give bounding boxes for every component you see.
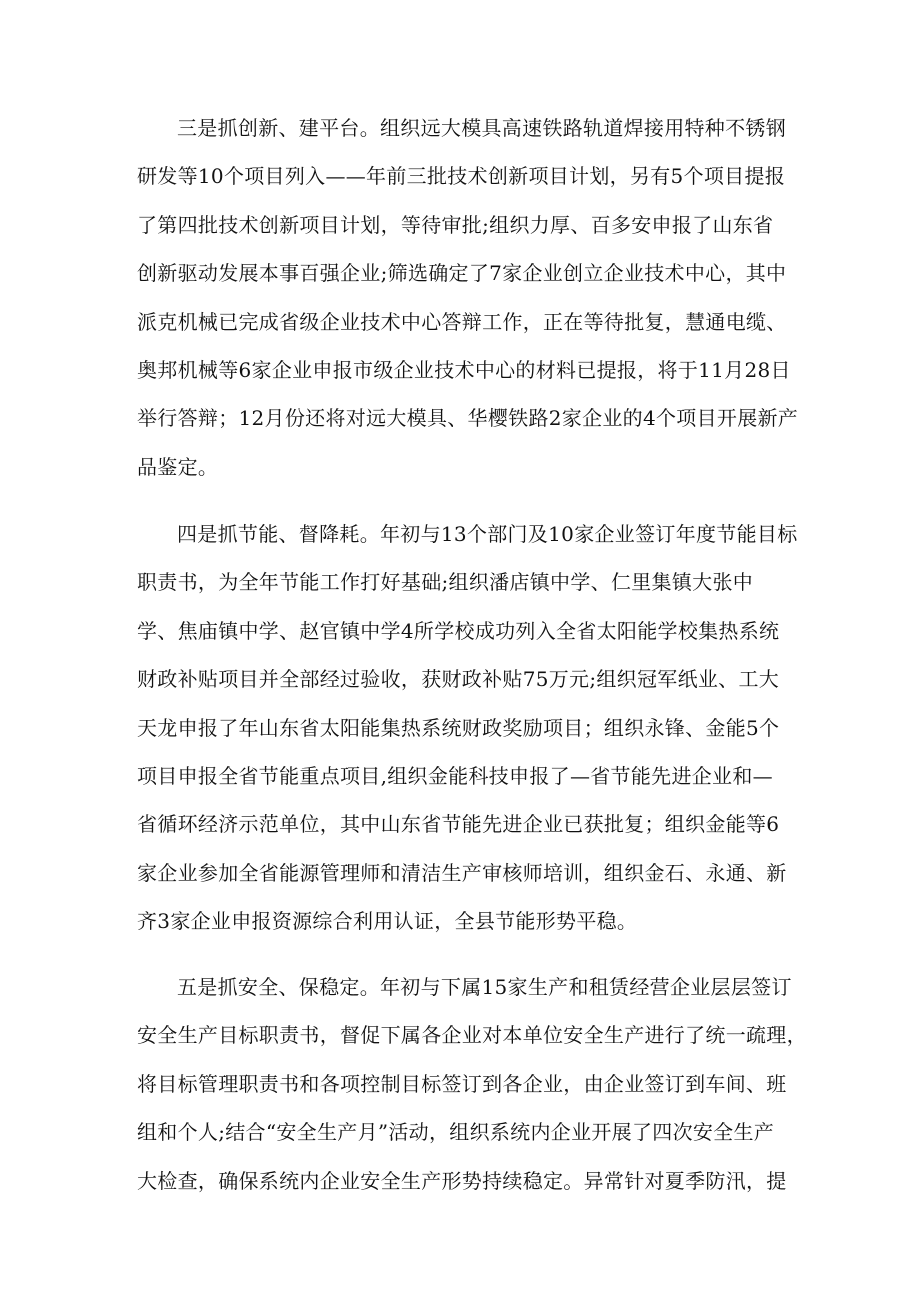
text-line: 安全生产目标职责书，督促下属各企业对本单位安全生产进行了统一疏理，: [137, 1023, 807, 1048]
text-line: 五是抓安全、保稳定。年初与下属15家生产和租赁经营企业层层签订: [177, 975, 792, 999]
text-line: 三是抓创新、建平台。组织远大模具高速铁路轨道焊接用特种不锈钢: [177, 116, 786, 140]
text-line: 四是抓节能、督降耗。年初与13个部门及10家企业签订年度节能目标: [177, 522, 798, 546]
text-line: 创新驱动发展本事百强企业;筛选确定了7家企业创立企业技术中心，其中: [137, 261, 787, 286]
text-line: 齐3家企业申报资源综合利用认证，全县节能形势平稳。: [137, 909, 638, 934]
text-line: 派克机械已完成省级企业技术中心答辩工作，正在等待批复，慧通电缆、: [137, 309, 787, 334]
text-line: 了第四批技术创新项目计划，等待审批;组织力厚、百多安申报了山东省: [137, 212, 774, 237]
text-line: 研发等10个项目列入——年前三批技术创新项目计划，另有5个项目提报: [137, 164, 786, 189]
text-line: 家企业参加全省能源管理师和清洁生产审核师培训，组织金石、永通、新: [137, 860, 787, 885]
text-line: 财政补贴项目并全部经过验收，获财政补贴75万元;组织冠军纸业、工大: [137, 667, 780, 692]
text-line: 奥邦机械等6家企业申报市级企业技术中心的材料已提报，将于11月28日: [137, 357, 791, 382]
text-line: 职责书，为全年节能工作打好基础;组织潘店镇中学、仁里集镇大张中: [137, 570, 754, 595]
text-line: 品鉴定。: [137, 454, 219, 479]
text-line: 大检查，确保系统内企业安全生产形势持续稳定。异常针对夏季防汛，提: [137, 1168, 787, 1193]
text-line: 项目申报全省节能重点项目,组织金能科技申报了—省节能先进企业和—: [137, 763, 773, 788]
text-line: 天龙申报了年山东省太阳能集热系统财政奖励项目；组织永锋、金能5个: [137, 715, 780, 740]
paragraph-energy-saving: [137, 510, 798, 946]
text-line: 组和个人;结合“安全生产月”活动，组织系统内企业开展了四次安全生产: [137, 1120, 775, 1145]
text-line: 将目标管理职责书和各项控制目标签订到各企业，由企业签订到车间、班: [137, 1071, 787, 1096]
text-line: 学、焦庙镇中学、赵官镇中学4所学校成功列入全省太阳能学校集热系统: [137, 618, 780, 643]
text-line: 省循环经济示范单位，其中山东省节能先进企业已获批复；组织金能等6: [137, 812, 780, 837]
paragraph-innovation: [137, 104, 799, 491]
text-line: 举行答辩；12月份还将对远大模具、华樱铁路2家企业的4个项目开展新产: [137, 406, 799, 431]
paragraph-safety: [137, 963, 807, 1205]
